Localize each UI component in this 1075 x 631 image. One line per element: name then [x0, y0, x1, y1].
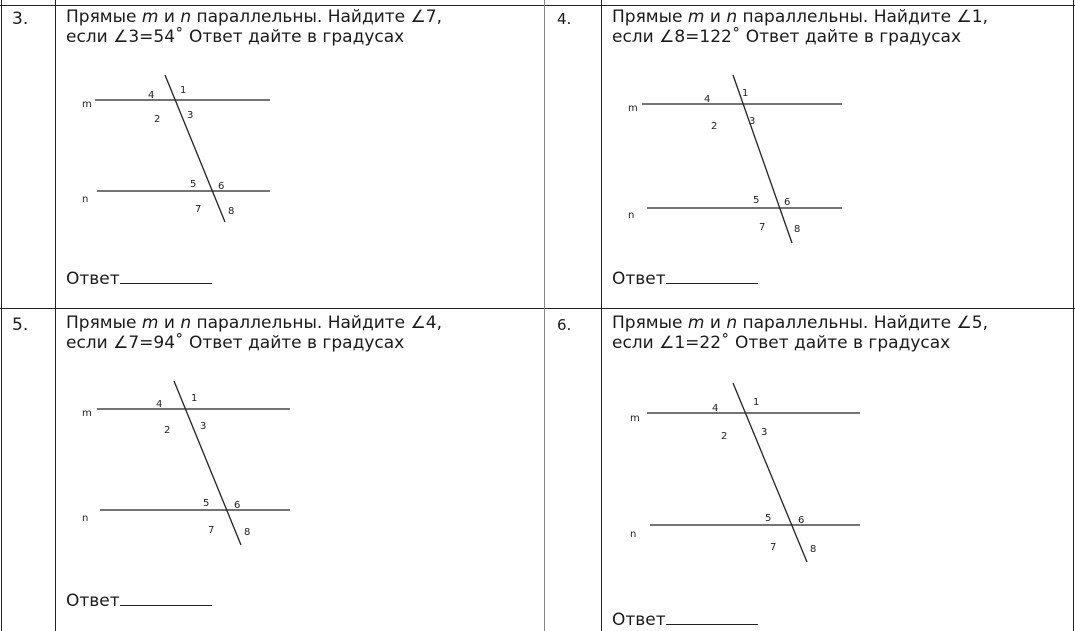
angle-label-7: 7 — [759, 222, 766, 233]
angle-label-4: 4 — [704, 94, 711, 105]
angle-label-6: 6 — [234, 500, 241, 511]
statement-text: Прямые — [612, 7, 688, 27]
statement-condition: если ∠1=22˚ Ответ дайте в градусах — [612, 333, 951, 353]
angle-label-7: 7 — [770, 542, 777, 553]
angle-label-4: 4 — [148, 90, 155, 101]
table-column-divider-2 — [544, 0, 545, 631]
answer-blank[interactable] — [666, 609, 758, 625]
statement-condition: если ∠8=122˚ Ответ дайте в градусах — [612, 27, 962, 47]
variable-n: n — [726, 313, 738, 333]
problem-number: 6. — [557, 316, 572, 334]
transversal — [174, 381, 241, 545]
problem-statement — [66, 7, 442, 47]
problem-number: 5. — [12, 315, 29, 335]
statement-condition: если ∠3=54˚ Ответ дайте в градусах — [66, 27, 405, 47]
answer-field[interactable] — [612, 609, 758, 630]
angle-label-6: 6 — [798, 515, 805, 526]
table-border-middle — [0, 308, 1075, 309]
angle-label-1: 1 — [742, 88, 749, 99]
angle-label-4: 4 — [712, 403, 719, 414]
angle-label-5: 5 — [203, 498, 210, 509]
angle-label-1: 1 — [753, 397, 760, 408]
angle-label-7: 7 — [208, 525, 215, 536]
variable-m: m — [141, 313, 159, 333]
line-m-label: m — [630, 413, 640, 424]
angle-label-8: 8 — [244, 527, 251, 538]
angle-label-7: 7 — [195, 204, 202, 215]
parallel-lines-figure — [70, 375, 310, 555]
parallel-lines-figure — [70, 70, 300, 235]
angle-label-6: 6 — [218, 181, 225, 192]
line-m-label: m — [82, 408, 92, 419]
transversal — [733, 383, 807, 562]
answer-label: Ответ — [612, 269, 666, 289]
line-n-label: n — [630, 529, 637, 540]
variable-m: m — [141, 7, 159, 27]
statement-text: параллельны. Найдите ∠5, — [737, 313, 988, 333]
statement-text: и — [158, 313, 181, 333]
angle-label-8: 8 — [794, 224, 801, 235]
angle-label-3: 3 — [200, 421, 207, 432]
line-n-label: n — [82, 194, 89, 205]
statement-text: параллельны. Найдите ∠1, — [737, 7, 988, 27]
transversal — [165, 75, 225, 222]
line-m-label: m — [628, 103, 638, 114]
statement-text: Прямые — [612, 313, 688, 333]
statement-condition: если ∠7=94˚ Ответ дайте в градусах — [66, 333, 405, 353]
problem-statement — [612, 7, 988, 47]
angle-label-6: 6 — [784, 197, 791, 208]
statement-text: и — [158, 7, 181, 27]
statement-text: и — [704, 313, 727, 333]
angle-label-3: 3 — [187, 110, 194, 121]
variable-n: n — [180, 313, 192, 333]
problem-statement — [66, 313, 442, 353]
problem-number: 4. — [557, 10, 572, 28]
problem-number: 3. — [12, 9, 29, 29]
variable-n: n — [726, 7, 738, 27]
statement-text: параллельны. Найдите ∠4, — [191, 313, 442, 333]
statement-text: Прямые — [66, 313, 142, 333]
transversal — [733, 75, 792, 243]
angle-label-2: 2 — [154, 114, 161, 125]
angle-label-5: 5 — [753, 195, 760, 206]
angle-label-3: 3 — [761, 427, 768, 438]
angle-label-2: 2 — [711, 121, 718, 132]
statement-text: и — [704, 7, 727, 27]
angle-label-4: 4 — [156, 399, 163, 410]
line-m-label: m — [82, 99, 92, 110]
answer-blank[interactable] — [666, 268, 758, 284]
variable-n: n — [180, 7, 192, 27]
angle-label-3: 3 — [749, 116, 756, 127]
answer-label: Ответ — [612, 610, 666, 630]
answer-label: Ответ — [66, 269, 120, 289]
table-border-top — [0, 5, 1075, 6]
angle-label-1: 1 — [191, 393, 198, 404]
statement-text: параллельны. Найдите ∠7, — [191, 7, 442, 27]
angle-label-5: 5 — [190, 179, 197, 190]
answer-blank[interactable] — [120, 268, 212, 284]
table-border-left — [1, 0, 2, 631]
answer-blank[interactable] — [120, 590, 212, 606]
angle-label-8: 8 — [810, 544, 817, 555]
parallel-lines-figure — [620, 70, 860, 250]
table-border-right — [1073, 0, 1074, 631]
angle-label-2: 2 — [164, 425, 171, 436]
angle-label-2: 2 — [721, 431, 728, 442]
variable-m: m — [687, 313, 705, 333]
answer-field[interactable] — [66, 590, 212, 611]
parallel-lines-figure — [620, 378, 870, 568]
table-column-divider-1 — [55, 0, 56, 631]
statement-text: Прямые — [66, 7, 142, 27]
angle-label-8: 8 — [228, 206, 235, 217]
answer-field[interactable] — [66, 268, 212, 289]
variable-m: m — [687, 7, 705, 27]
line-n-label: n — [628, 210, 635, 221]
angle-label-1: 1 — [180, 85, 187, 96]
angle-label-5: 5 — [765, 513, 772, 524]
table-column-divider-3 — [601, 0, 602, 631]
answer-label: Ответ — [66, 591, 120, 611]
problem-statement — [612, 313, 988, 353]
answer-field[interactable] — [612, 268, 758, 289]
line-n-label: n — [82, 513, 89, 524]
